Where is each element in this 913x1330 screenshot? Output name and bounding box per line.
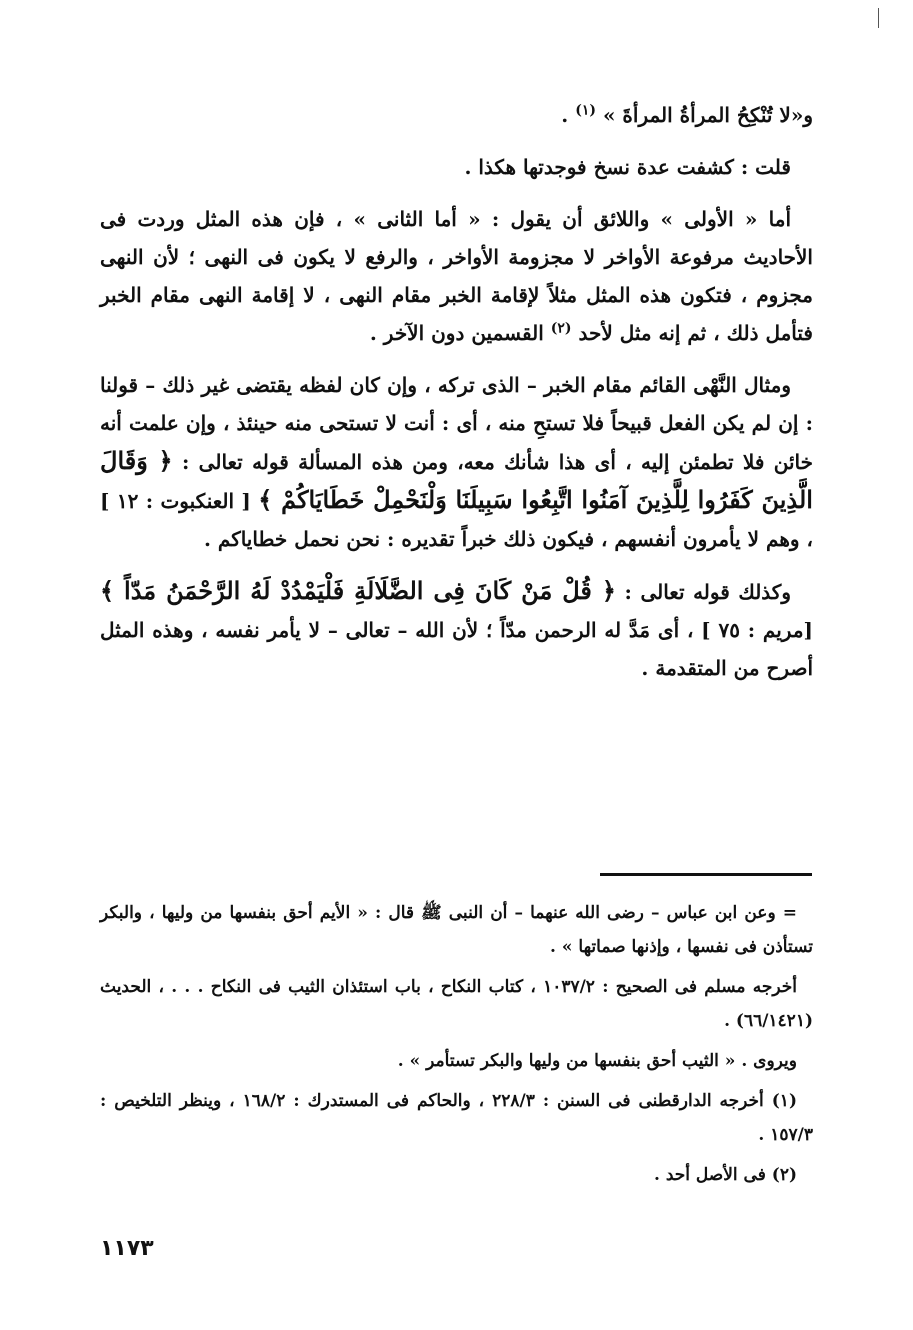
- paragraph-end: .: [561, 103, 576, 127]
- footnote-source-muslim: [100, 970, 813, 1038]
- paragraph-example-1: [100, 366, 813, 558]
- paragraph-discussion: [100, 200, 813, 352]
- page-number: ١١٧٣: [100, 1236, 154, 1261]
- hadith-text: و«لا تُنْكِحُ المرأةُ المرأةَ »: [602, 103, 813, 127]
- footnote-ref-1: (١): [575, 102, 596, 119]
- footnote-variant-text: ويروى . « الثيب أحق بنفسها من وليها والبكر تستأمر » .: [397, 1051, 797, 1071]
- footnote-source-muslim-text: أخرجه مسلم فى الصحيح : ١٠٣٧/٢ ، كتاب النكاح ، باب استئذان الثيب فى النكاح . . . ، الحديث (٦٦/١٤٢١) .: [100, 977, 813, 1031]
- footnote-continuation: [100, 896, 813, 964]
- footnote-2: [100, 1158, 813, 1192]
- discussion-text: أما « الأولى » واللائق أن يقول : « أما الثانى » ، فإن هذه المثل وردت فى الأحاديث مرفوعة الأواخر لا مجزومة الأواخر ، والرفع لا يكون فى النهى ؛ لأن النهى مجزوم ، فتكون هذه المثل مثلاً لإقامة الخبر مقام النهى ، لا إقامة النهى مقام الخبر فتأمل ذلك ، ثم إنه مثل لأحد: [100, 207, 813, 345]
- main-text: [100, 96, 813, 701]
- footnote-variant: [100, 1044, 813, 1078]
- footnote-continuation-text: = وعن ابن عباس – رضى الله عنهما – أن النبى ﷺ قال : « الأيم أحق بنفسها من وليها ، والبكر تستأذن فى نفسها ، وإذنها صماتها » .: [100, 903, 813, 957]
- footnote-divider: [600, 873, 812, 876]
- footnote-ref-2: (٢): [550, 320, 572, 337]
- quran-verse-maryam: ﴿ قُلْ مَنْ كَانَ فِى الضَّلَالَةِ فَلْيَمْدُدْ لَهُ الرَّحْمَنُ مَدّاً ﴾: [100, 576, 616, 605]
- scan-edge-mark: [878, 8, 879, 28]
- note-text: قلت : كشفت عدة نسخ فوجدتها هكذا .: [464, 155, 791, 179]
- footnote-1: [100, 1084, 813, 1152]
- example-2-text: وكذلك قوله تعالى :: [615, 580, 791, 604]
- footnote-1-text: (١) أخرجه الدارقطنى فى السنن : ٢٢٨/٣ ، والحاكم فى المستدرك : ١٦٨/٢ ، وينظر التلخيص : ١٥٧/٣ .: [100, 1091, 813, 1145]
- quran-verse-ankabut: ﴿ وَقَالَ الَّذِينَ كَفَرُوا لِلَّذِينَ آمَنُوا اتَّبِعُوا سَبِيلَنَا وَلْنَحْمِلْ خَطَايَاكُمْ ﴾: [100, 446, 813, 514]
- paragraph-hadith: [100, 96, 813, 134]
- paragraph-note: [100, 148, 813, 186]
- paragraph-example-2: [100, 572, 813, 687]
- footnote-2-text: (٢) فى الأصل أحد .: [653, 1165, 797, 1185]
- footnotes: [100, 896, 813, 1198]
- discussion-text-end: القسمين دون الآخر .: [369, 321, 551, 345]
- example-1-text: ومثال النَّهْى القائم مقام الخبر – الذى تركه ، وإن كان لفظه يقتضى غير ذلك – قولنا : إن لم يكن الفعل قبيحاً فلا تستحِ منه ، أى : أنت لا تستحى منه حينئذ ، وإن علمت أنه خائن فلا تطمئن إليه ، أى هذا شأنك معه، ومن هذه المسألة قوله تعالى :: [100, 373, 813, 474]
- example-1-text-end: [ العنكبوت : ١٢ ] ، وهم لا يأمرون أنفسهم ، فيكون ذلك خبراً تقديره : نحن نحمل خطاياكم .: [100, 489, 813, 551]
- example-2-text-end: [مريم : ٧٥ ] ، أى مَدَّ له الرحمن مدّاً ؛ لأن الله – تعالى – لا يأمر نفسه ، وهذه المثل أصرح من المتقدمة .: [100, 618, 813, 680]
